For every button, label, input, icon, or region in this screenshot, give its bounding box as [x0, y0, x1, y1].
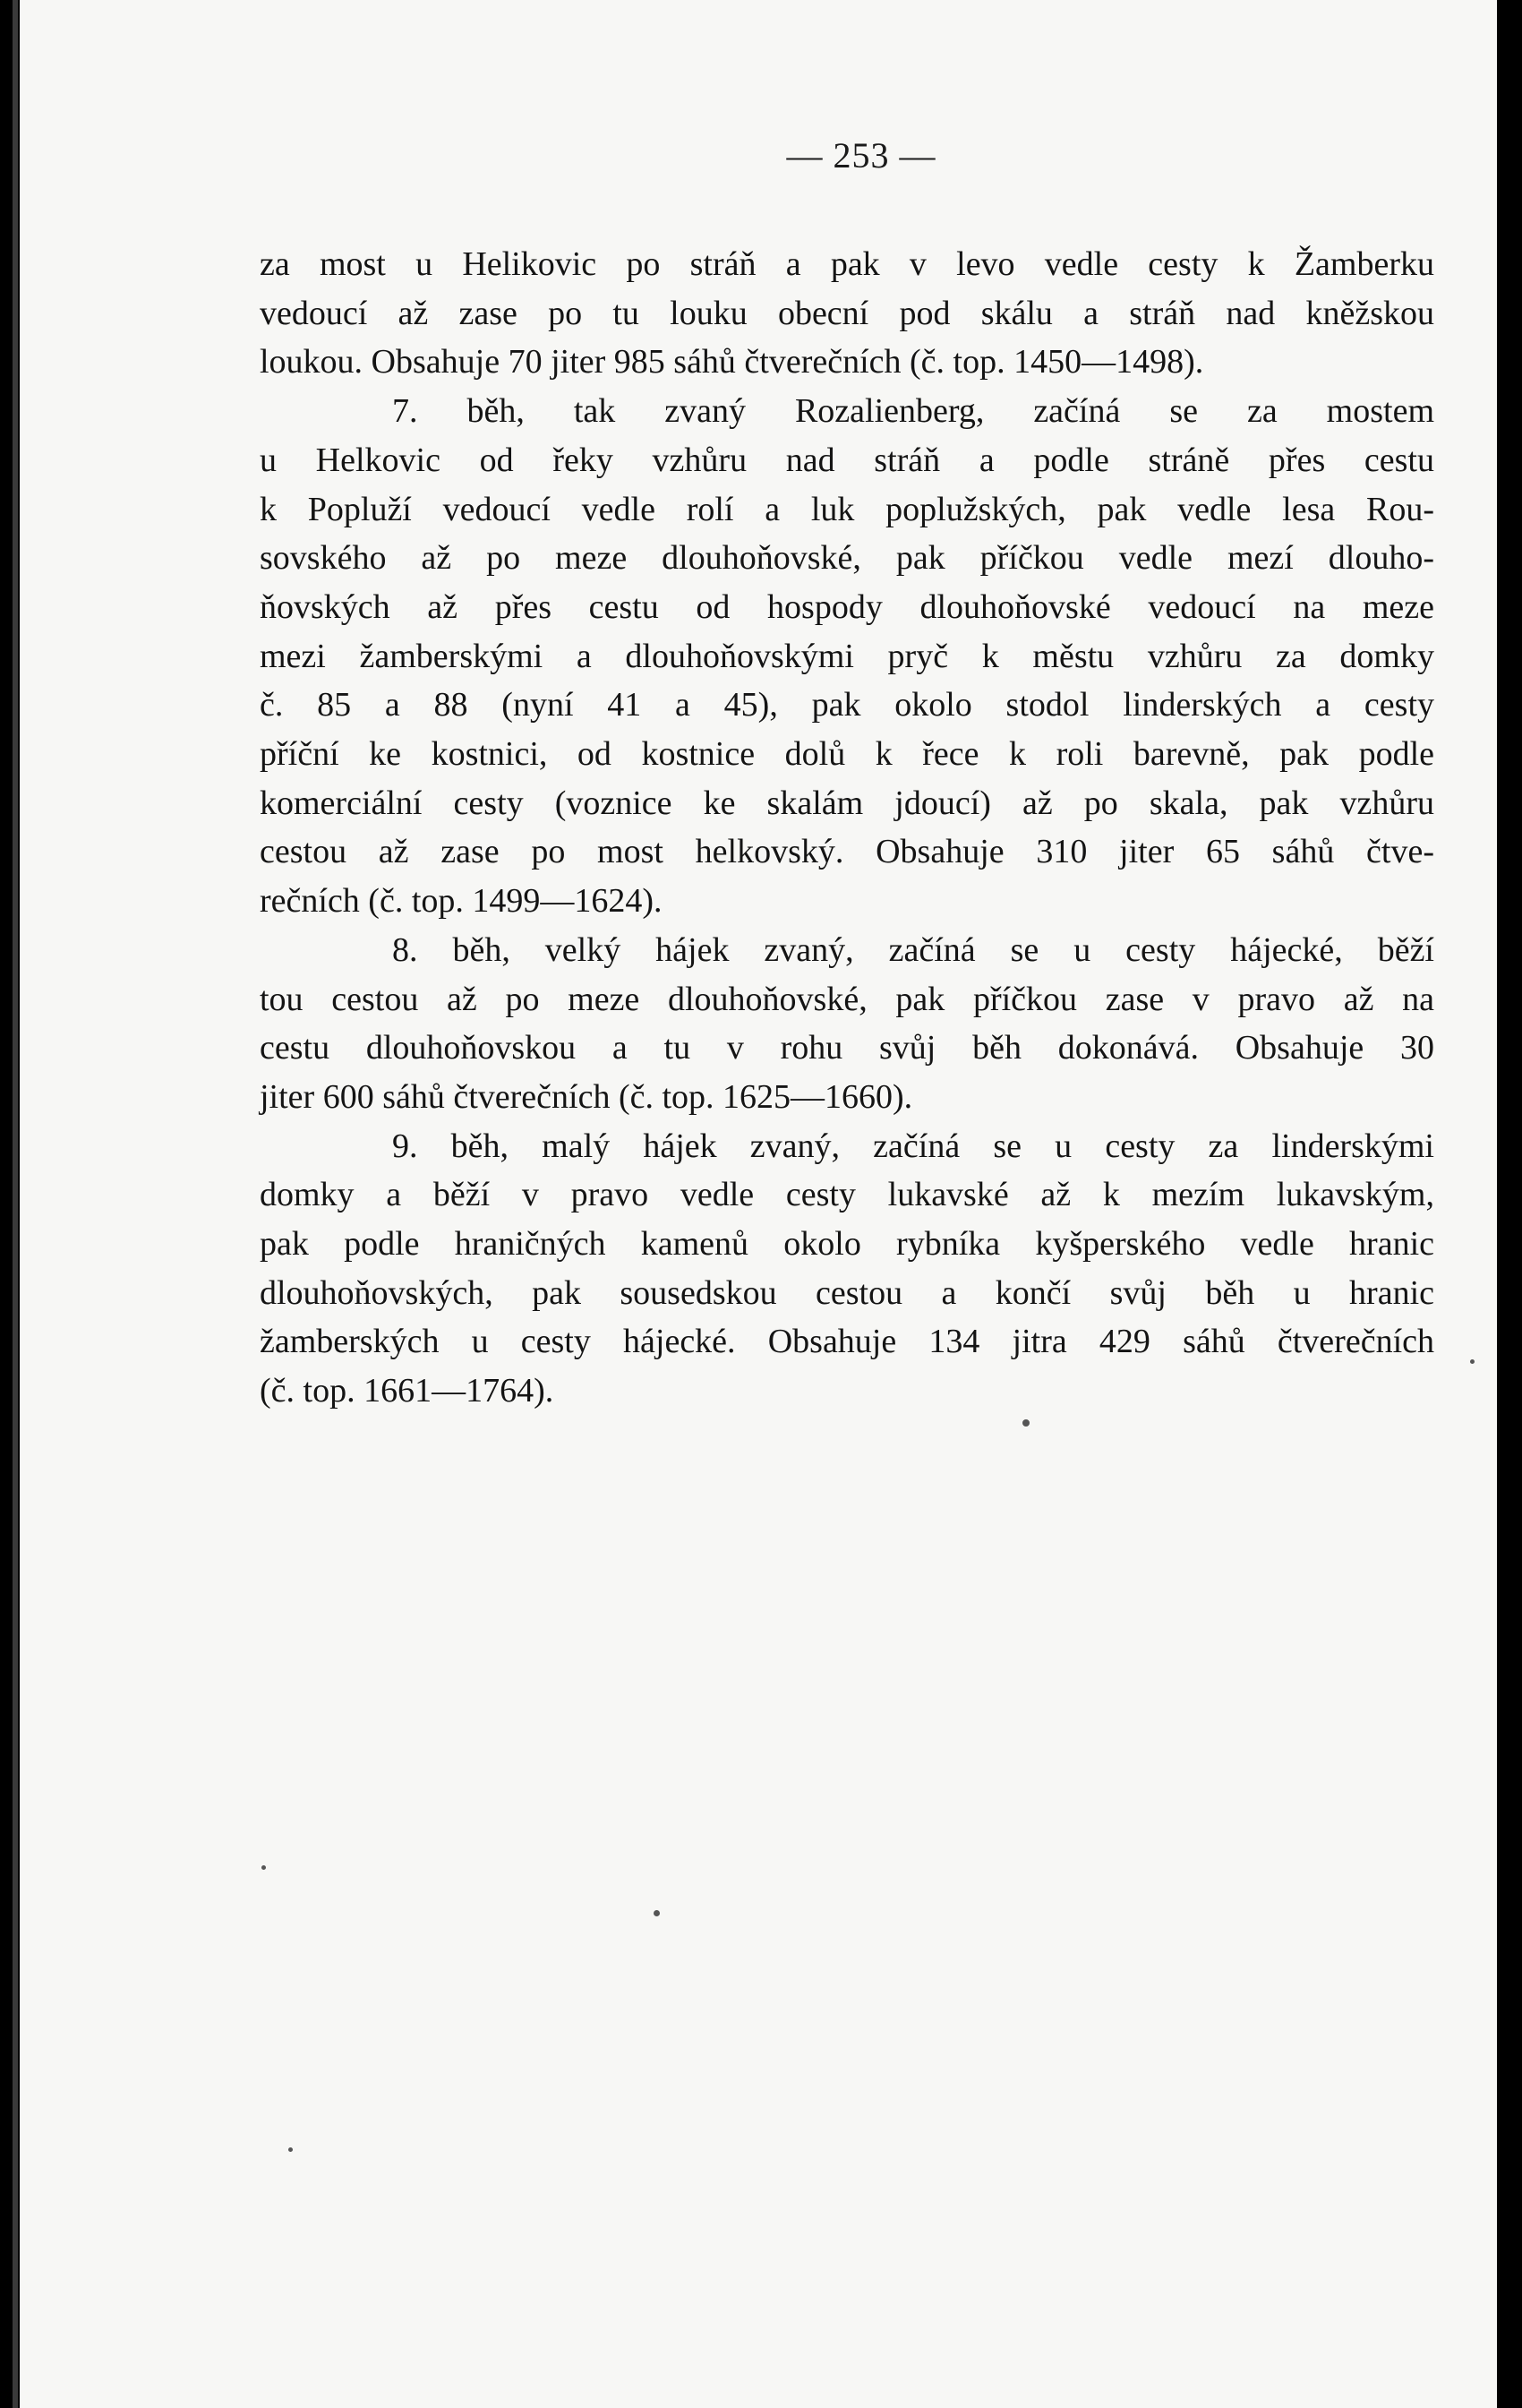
- text-line: ňovských až přes cestu od hospody dlouhoňovské vedoucí na meze: [260, 587, 1434, 626]
- text-line: č. 85 a 88 (nyní 41 a 45), pak okolo stodol linderských a cesty: [260, 686, 1434, 724]
- text-line: k Popluží vedoucí vedle rolí a luk poplužských, pak vedle lesa Rou-: [260, 490, 1434, 528]
- page-edge: [13, 0, 18, 2408]
- text-line: příční ke kostnici, od kostnice dolů k řece k roli barevně, pak podle: [260, 735, 1434, 774]
- text-line: domky a běží v pravo vedle cesty lukavské až k mezím lukavským,: [260, 1176, 1434, 1214]
- text-line: cestu dlouhoňovskou a tu v rohu svůj běh dokonává. Obsahuje 30: [260, 1029, 1434, 1067]
- page-number: — 253 —: [786, 135, 936, 176]
- text-line: (č. top. 1661—1764).: [260, 1372, 554, 1410]
- text-line: cestou až zase po most helkovský. Obsahuje 310 jiter 65 sáhů čtve-: [260, 833, 1434, 871]
- text-line: 8. běh, velký hájek zvaný, začíná se u cesty hájecké, běží: [392, 930, 1434, 969]
- text-line: vedoucí až zase po tu louku obecní pod skálu a stráň nad kněžskou: [260, 294, 1434, 332]
- text-line: 7. běh, tak zvaný Rozalienberg, začíná se za mostem: [392, 392, 1434, 431]
- text-line: tou cestou až po meze dlouhoňovské, pak příčkou zase v pravo až na: [260, 980, 1434, 1018]
- body-text: [260, 240, 1434, 1416]
- text-line: za most u Helikovic po stráň a pak v levo vedle cesty k Žamberku: [260, 245, 1434, 283]
- text-line: jiter 600 sáhů čtverečních (č. top. 1625—1660).: [260, 1077, 913, 1116]
- text-line: mezi žamberskými a dlouhoňovskými pryč k městu vzhůru za domky: [260, 637, 1434, 675]
- scan-speck: [1470, 1359, 1475, 1364]
- text-line: komerciální cesty (voznice ke skalám jdoucí) až po skala, pak vzhůru: [260, 784, 1434, 822]
- scan-speck: [261, 1865, 266, 1870]
- text-line: u Helkovic od řeky vzhůru nad stráň a podle stráně přes cestu: [260, 441, 1434, 479]
- text-line: loukou. Obsahuje 70 jiter 985 sáhů čtverečních (č. top. 1450—1498).: [260, 343, 1204, 381]
- text-line: dlouhoňovských, pak sousedskou cestou a končí svůj běh u hranic: [260, 1273, 1434, 1312]
- text-line: žamberských u cesty hájecké. Obsahuje 134 jitra 429 sáhů čtverečních: [260, 1323, 1434, 1361]
- scan-speck: [288, 2147, 293, 2152]
- text-line: rečních (č. top. 1499—1624).: [260, 882, 663, 921]
- text-line: 9. běh, malý hájek zvaný, začíná se u cesty za linderskými: [392, 1127, 1434, 1165]
- scanned-page: [20, 0, 1497, 2408]
- scan-speck: [654, 1910, 660, 1916]
- text-line: sovského až po meze dlouhoňovské, pak příčkou vedle mezí dlouho-: [260, 539, 1434, 578]
- text-line: pak podle hraničných kamenů okolo rybníka kyšperského vedle hranic: [260, 1225, 1434, 1264]
- scan-speck: [1022, 1419, 1030, 1427]
